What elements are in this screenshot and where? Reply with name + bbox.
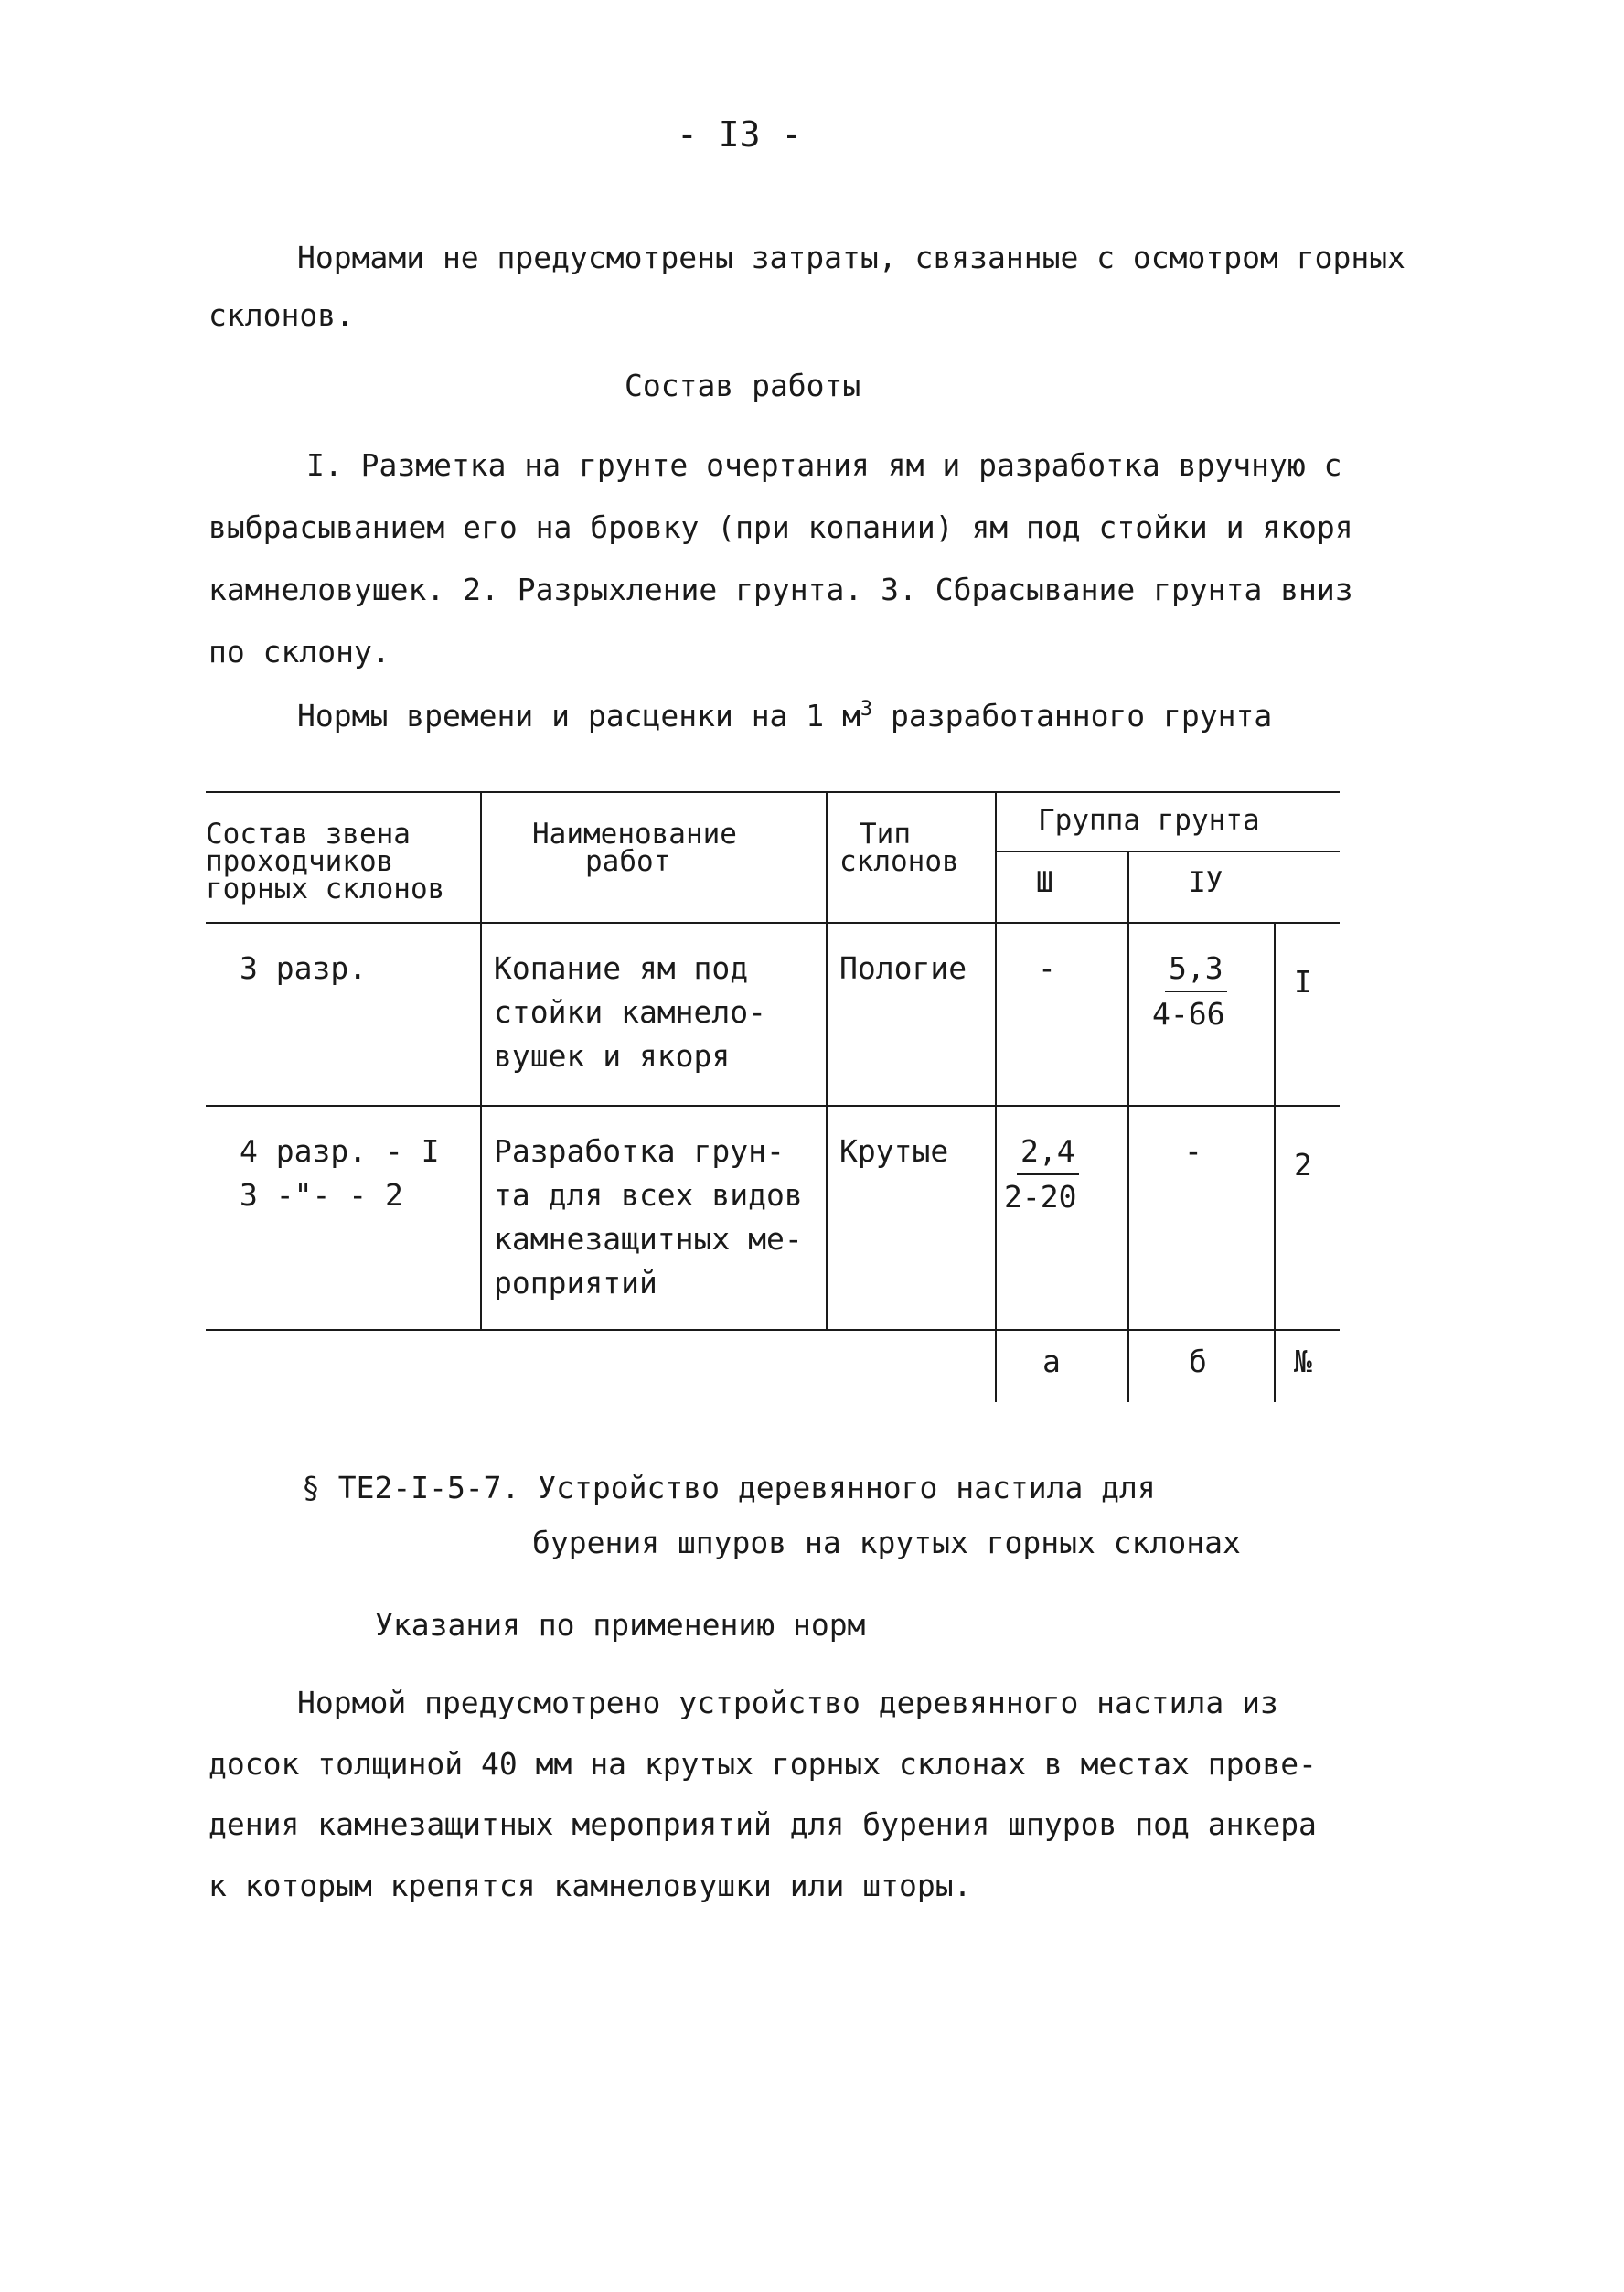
table-row-1-group3: - — [1038, 950, 1056, 986]
table-row-2-group3 — [1004, 1130, 1079, 1219]
table-row-1-work: Копание ям под стойки камнело- вушек и якоря — [494, 950, 767, 1074]
guidelines-heading: Указания по применению норм — [375, 1607, 866, 1643]
header-work: Наименование работ — [532, 818, 737, 878]
work-line-1: I. Разметка на грунте очертания ям и разработка вручную с — [306, 447, 1342, 483]
table-rule-group — [995, 851, 1340, 852]
header-group-3: Ш — [1036, 866, 1053, 899]
intro-line-2: склонов. — [208, 297, 354, 333]
norms-caption — [297, 698, 1273, 734]
table-row-2-slope: Крутые — [839, 1133, 949, 1169]
table-col-rule-5 — [1274, 922, 1276, 1402]
section-title-line-2: бурения шпуров на крутых горных склонах — [532, 1525, 1241, 1560]
norms-caption-sup: 3 — [860, 698, 873, 721]
table-row-2-number: 2 — [1294, 1147, 1312, 1183]
page-number: - I3 - — [677, 114, 803, 155]
rate-price-value: 4-66 — [1152, 996, 1225, 1032]
work-heading: Состав работы — [625, 368, 861, 403]
rate-time-value: 2,4 — [1017, 1130, 1079, 1175]
table-row-1-number: I — [1294, 964, 1312, 1000]
rate-time-value: 5,3 — [1165, 947, 1227, 992]
guidelines-line-2: досок толщиной 40 мм на крутых горных склонах в местах прове- — [208, 1746, 1317, 1782]
section-title-line-1: § ТЕ2-I-5-7. Устройство деревянного настила для — [302, 1470, 1156, 1505]
table-footer-a: а — [1042, 1344, 1061, 1379]
work-line-4: по склону. — [208, 634, 390, 669]
table-col-rule-1 — [480, 791, 482, 1329]
table-row-2-work: Разработка грун- та для всех видов камнезащитных ме- роприятий — [494, 1133, 803, 1301]
guidelines-line-4: к которым крепятся камнеловушки или шторы. — [208, 1868, 972, 1903]
guidelines-line-3: дения камнезащитных мероприятий для бурения шпуров под анкера — [208, 1806, 1317, 1842]
table-col-rule-3 — [995, 791, 997, 1402]
table-rule-row1 — [206, 1105, 1340, 1107]
table-row-2-group4: - — [1184, 1133, 1202, 1169]
norms-caption-text: Нормы времени и расценки на 1 м — [297, 698, 860, 734]
header-slope: Тип склонов — [839, 818, 959, 878]
rate-price-value: 2-20 — [1004, 1179, 1077, 1215]
norms-caption-tail: разработанного грунта — [872, 698, 1273, 734]
table-row-2-crew: 4 разр. - I 3 -"- - 2 — [240, 1133, 440, 1213]
header-soil-group: Группа грунта — [1038, 804, 1260, 837]
table-row-1-crew: 3 разр. — [240, 950, 368, 986]
table-row-1-slope: Пологие — [839, 950, 967, 986]
header-crew: Состав звена проходчиков горных склонов — [206, 818, 445, 905]
table-rule-top — [206, 791, 1340, 793]
table-col-rule-2 — [826, 791, 828, 1329]
work-line-2: выбрасыванием его на бровку (при копании) ям под стойки и якоря — [208, 509, 1353, 545]
guidelines-line-1: Нормой предусмотрено устройство деревянного настила из — [297, 1685, 1278, 1720]
work-line-3: камнеловушек. 2. Разрыхление грунта. 3. Сбрасывание грунта вниз — [208, 572, 1353, 607]
table-rule-header — [206, 922, 1340, 924]
table-footer-b: б — [1189, 1344, 1207, 1379]
table-footer-number: № — [1294, 1344, 1312, 1379]
table-row-1-group4 — [1152, 947, 1227, 1036]
table-rule-row2 — [206, 1329, 1340, 1331]
header-group-4: IУ — [1189, 866, 1223, 899]
table-col-rule-4 — [1127, 851, 1129, 1402]
intro-line-1: Нормами не предусмотрены затраты, связанные с осмотром горных — [297, 240, 1405, 275]
